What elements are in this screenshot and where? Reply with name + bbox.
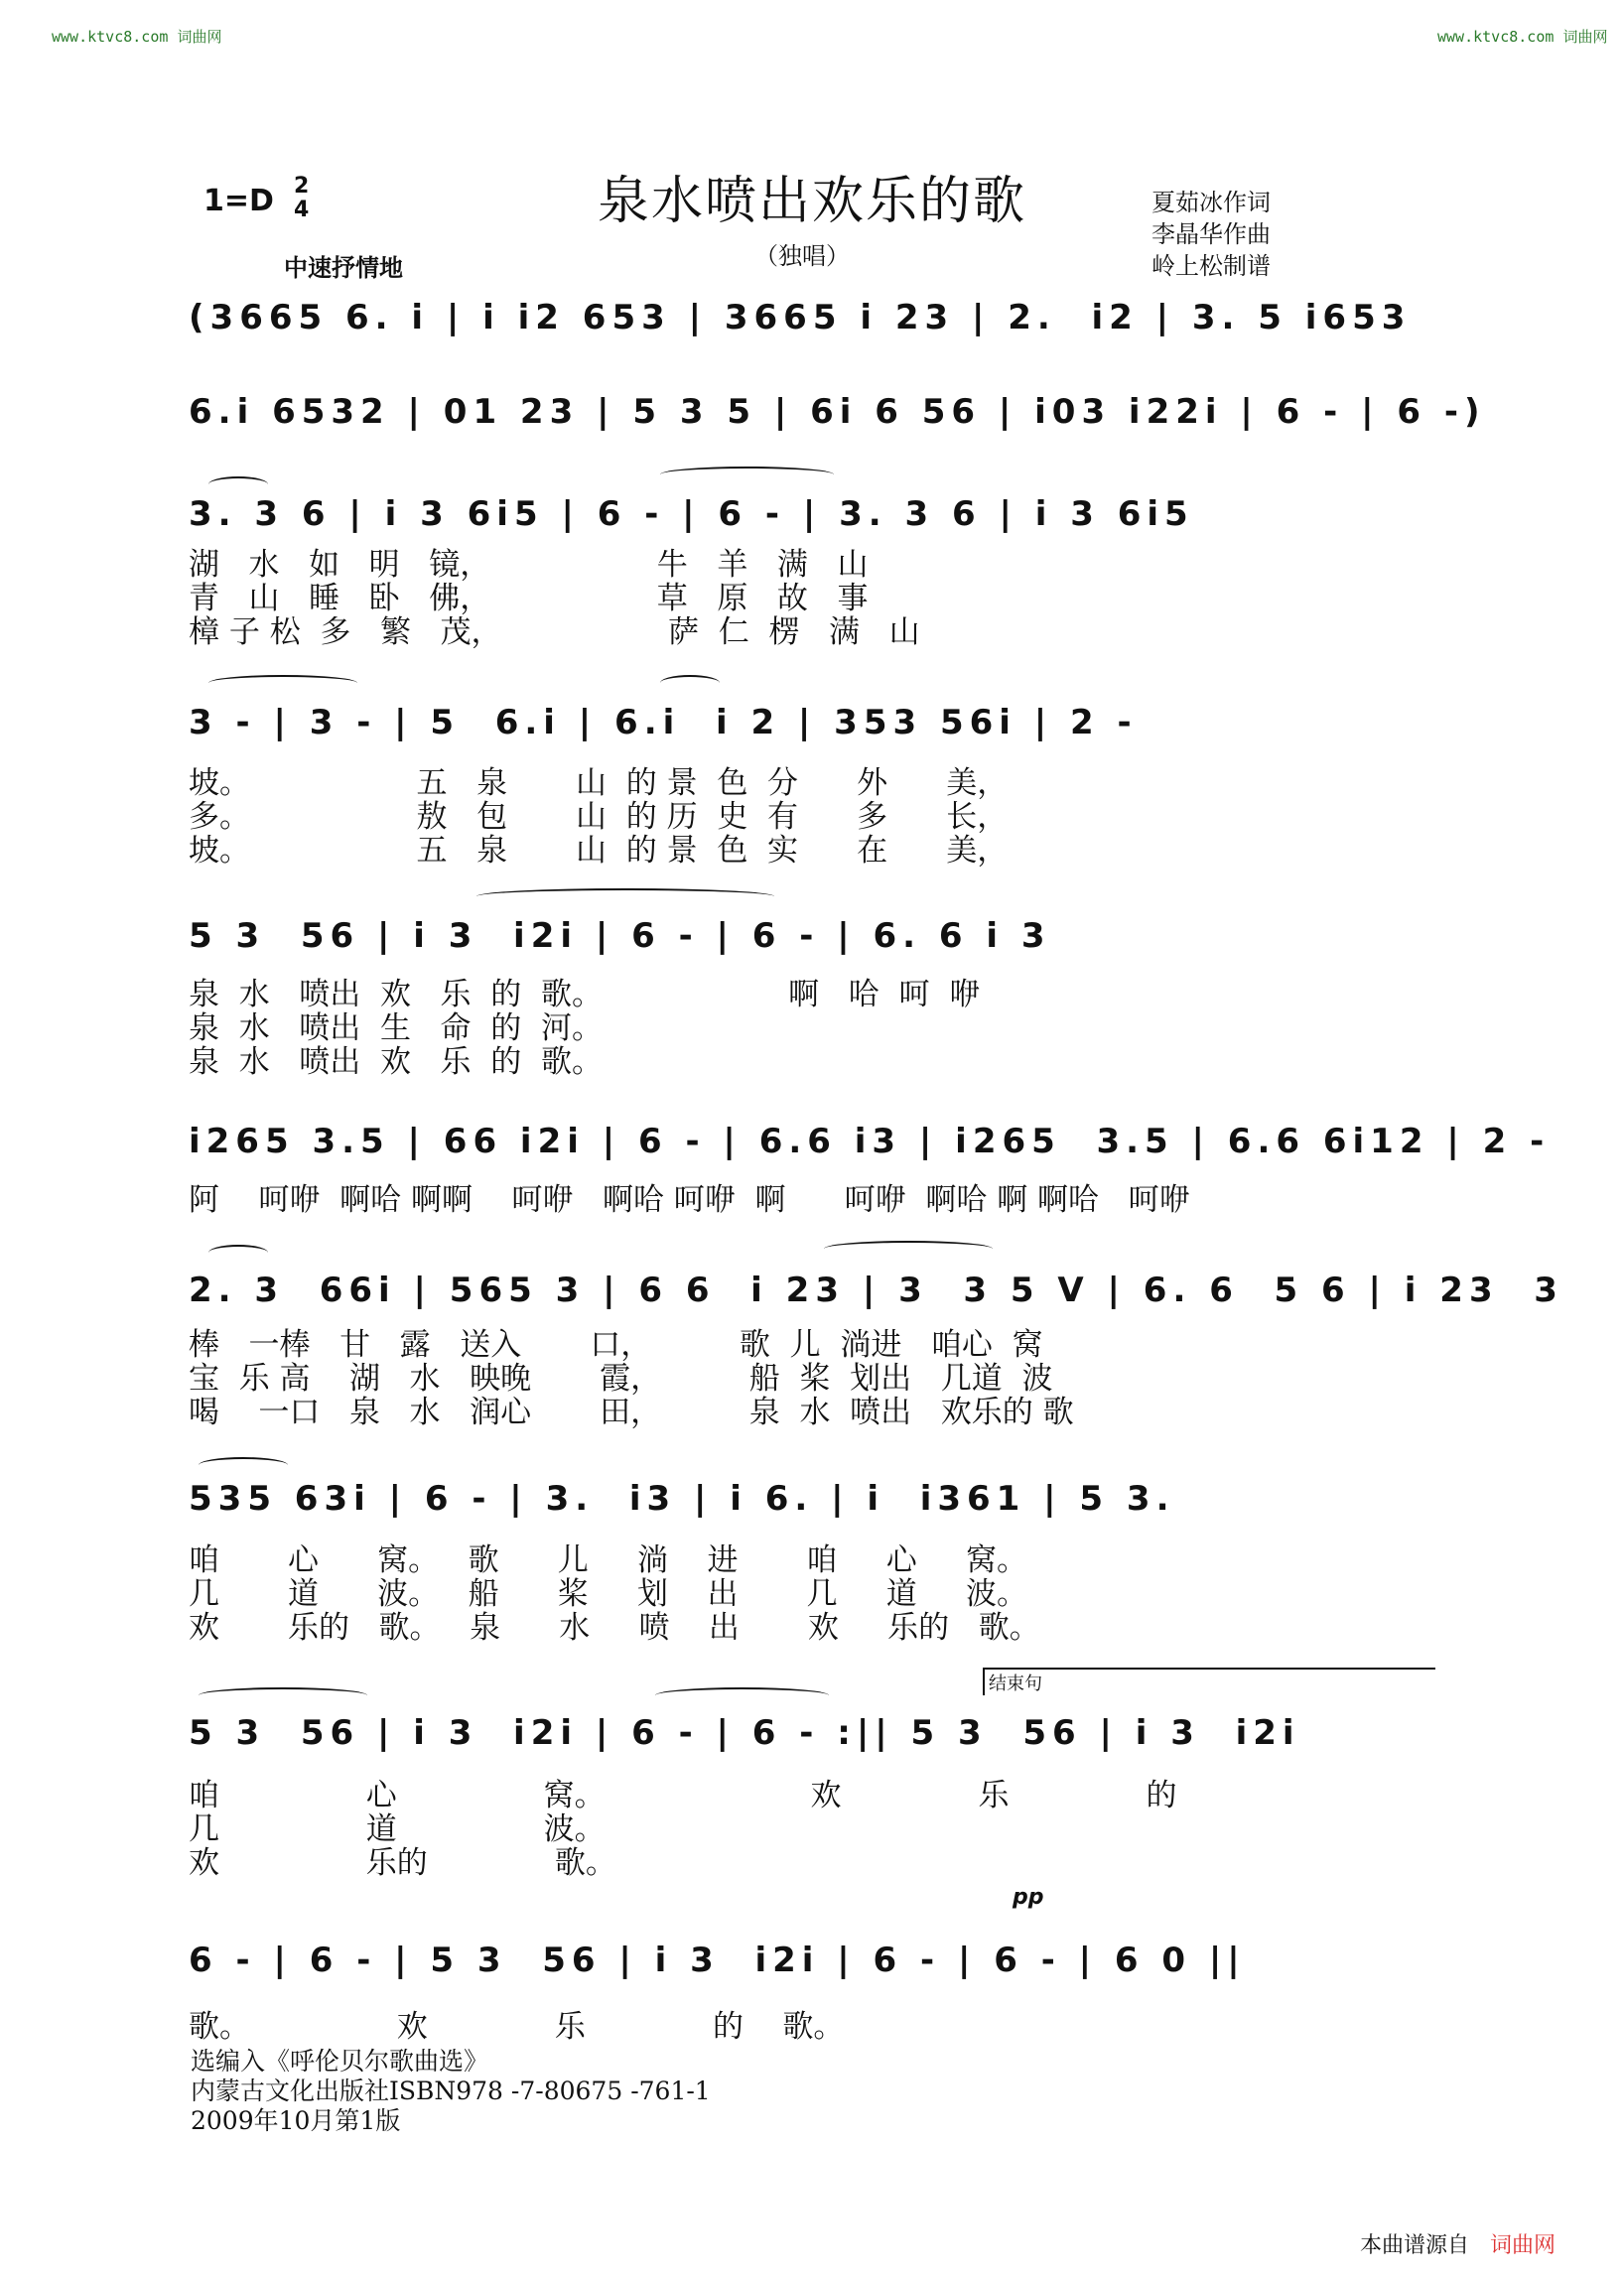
slur-mark xyxy=(208,476,268,492)
score-system-2 xyxy=(189,392,1486,452)
lyric-verse-3: 欢 乐的 歌。 泉 水 喷 出 欢 乐的 歌。 xyxy=(189,1610,1040,1646)
notation-line: 6 - | 6 - | 5 3 56 | i 3 i2i | 6 - | 6 - | 6 0 || xyxy=(189,1941,1246,1980)
notation-line: i265 3.5 | 66 i2i | 6 - | 6.6 i3 | i265 3.5 | 6.6 6i12 | 2 - xyxy=(189,1122,1551,1161)
slur-mark xyxy=(476,888,774,904)
slur-mark xyxy=(660,675,720,691)
notation-line: 535 63i | 6 - | 3. i3 | i 6. | i i361 | 5 3. xyxy=(189,1479,1175,1519)
lyric-line: 阿 呵咿 啊哈 啊啊 呵咿 啊哈 呵咿 啊 呵咿 啊哈 啊 啊哈 呵咿 xyxy=(189,1182,1190,1218)
lyric-line: 歌。 欢 乐 的 歌。 xyxy=(189,2009,845,2045)
time-signature xyxy=(294,175,309,222)
lyric-verse-1: 坡。 五 泉 山 的 景 色 分 外 美， xyxy=(189,765,1009,801)
lyric-verse-3: 泉 水 喷出 欢 乐 的 歌。 xyxy=(189,1044,603,1080)
notation-line: 5 3 56 | i 3 i2i | 6 - | 6 - :|| 5 3 56 | i 3 i2i xyxy=(189,1713,1300,1753)
lyric-verse-2: 泉 水 喷出 生 命 的 河。 xyxy=(189,1010,603,1046)
lyric-verse-1: 棒 一棒 甘 露 送入 口， 歌 儿 淌进 咱心 窝 xyxy=(189,1327,1043,1363)
slur-mark xyxy=(660,467,834,482)
footer-credit-site[interactable]: 词曲网 xyxy=(1490,2233,1556,2258)
notation-line: 6.i 6532 | 01 23 | 5 3 5 | 6i 6 56 | i03 i22i | 6 - | 6 -) xyxy=(189,392,1486,432)
lyricist: 夏茹冰作词 xyxy=(1151,189,1271,216)
slur-mark xyxy=(199,1687,367,1703)
song-title: 泉水喷出欢乐的歌 xyxy=(597,172,1026,231)
performance-type: （独唱） xyxy=(754,242,850,270)
slur-mark xyxy=(208,675,357,691)
dynamic-marking: pp xyxy=(1013,1885,1044,1910)
score-system-7 xyxy=(189,1241,1563,1439)
notation-line: 2. 3 66i | 565 3 | 6 6 i 23 | 3 3 5 V | 6. 6 5 6 | i 23 3 xyxy=(189,1271,1563,1310)
source-info xyxy=(191,2047,711,2136)
composer: 李晶华作曲 xyxy=(1151,220,1271,248)
score-system-4 xyxy=(189,675,1439,873)
score-system-1 xyxy=(189,298,1439,357)
slur-mark xyxy=(824,1241,993,1257)
header-left xyxy=(52,26,221,47)
time-bottom: 4 xyxy=(294,198,310,222)
lyric-verse-1: 泉 水 喷出 欢 乐 的 歌。 啊 哈 呵 咿 xyxy=(189,977,981,1012)
lyric-verse-1: 湖 水 如 明 镜， 牛 羊 满 山 xyxy=(189,547,869,583)
lyric-verse-2: 宝 乐 高 湖 水 映晚 霞， 船 桨 划出 几道 波 xyxy=(189,1361,1053,1397)
header-right-url[interactable]: www.ktvc8.com xyxy=(1437,28,1555,46)
source-line-1: 选编入《呼伦贝尔歌曲选》 xyxy=(191,2047,489,2076)
notation-line: (3665 6. i | i i2 653 | 3665 i 23 | 2. i2 | 3. 5 i653 xyxy=(189,298,1412,337)
header-left-url[interactable]: www.ktvc8.com xyxy=(52,28,169,46)
lyric-verse-2: 青 山 睡 卧 佛， 草 原 故 事 xyxy=(189,581,869,616)
engraver: 岭上松制谱 xyxy=(1151,252,1271,280)
source-line-2: 内蒙古文化出版社ISBN978 -7-80675 -761-1 xyxy=(191,2077,711,2105)
lyric-verse-3: 樟 子 松 多 繁 茂， 萨 仁 楞 满 山 xyxy=(189,614,920,650)
score-system-9 xyxy=(189,1677,1439,1896)
score-system-6 xyxy=(189,1112,1551,1231)
header-right-site[interactable]: 词曲网 xyxy=(1562,28,1608,46)
slur-mark xyxy=(199,1457,288,1473)
footer-credit-text: 本曲谱源自 xyxy=(1360,2233,1470,2258)
notation-line: 5 3 56 | i 3 i2i | 6 - | 6 - | 6. 6 i 3 xyxy=(189,916,1051,956)
notation-line: 3 - | 3 - | 5 6.i | 6.i i 2 | 353 56i | 2 - xyxy=(189,703,1138,742)
lyric-verse-2: 几 道 波。 船 桨 划 出 几 道 波。 xyxy=(189,1576,1027,1612)
score-system-5 xyxy=(189,888,1439,1087)
header-left-site[interactable]: 词曲网 xyxy=(177,28,222,46)
key-signature: 1=D xyxy=(203,184,274,218)
score-system-10 xyxy=(189,1885,1439,2045)
lyric-verse-1: 咱 心 窝。 歌 儿 淌 进 咱 心 窝。 xyxy=(189,1542,1027,1578)
lyric-verse-1: 咱 心 窝。 欢 乐 的 xyxy=(189,1778,1177,1813)
lyric-verse-2: 几 道 波。 xyxy=(189,1811,606,1847)
time-top: 2 xyxy=(294,174,310,199)
slur-mark xyxy=(655,1687,829,1703)
tempo-marking: 中速抒情地 xyxy=(284,254,403,282)
lyric-verse-3: 喝 一口 泉 水 润心 田， 泉 水 喷出 欢乐的 歌 xyxy=(189,1395,1074,1430)
score-system-8 xyxy=(189,1449,1439,1648)
lyric-verse-3: 坡。 五 泉 山 的 景 色 实 在 美， xyxy=(189,833,1009,869)
credits xyxy=(1151,187,1271,282)
lyric-verse-2: 多。 敖 包 山 的 历 史 有 多 长， xyxy=(189,799,1009,835)
lyric-verse-3: 欢 乐的 歌。 xyxy=(189,1845,616,1881)
header-right xyxy=(1437,26,1607,47)
ending-label: 结束句 xyxy=(983,1668,1435,1695)
slur-mark xyxy=(208,1245,268,1261)
notation-line: 3. 3 6 | i 3 6i5 | 6 - | 6 - | 3. 3 6 | i 3 6i5 xyxy=(189,494,1194,534)
footer-credit xyxy=(1360,2228,1556,2259)
score-system-3 xyxy=(189,467,1439,665)
source-line-3: 2009年10月第1版 xyxy=(191,2106,401,2135)
